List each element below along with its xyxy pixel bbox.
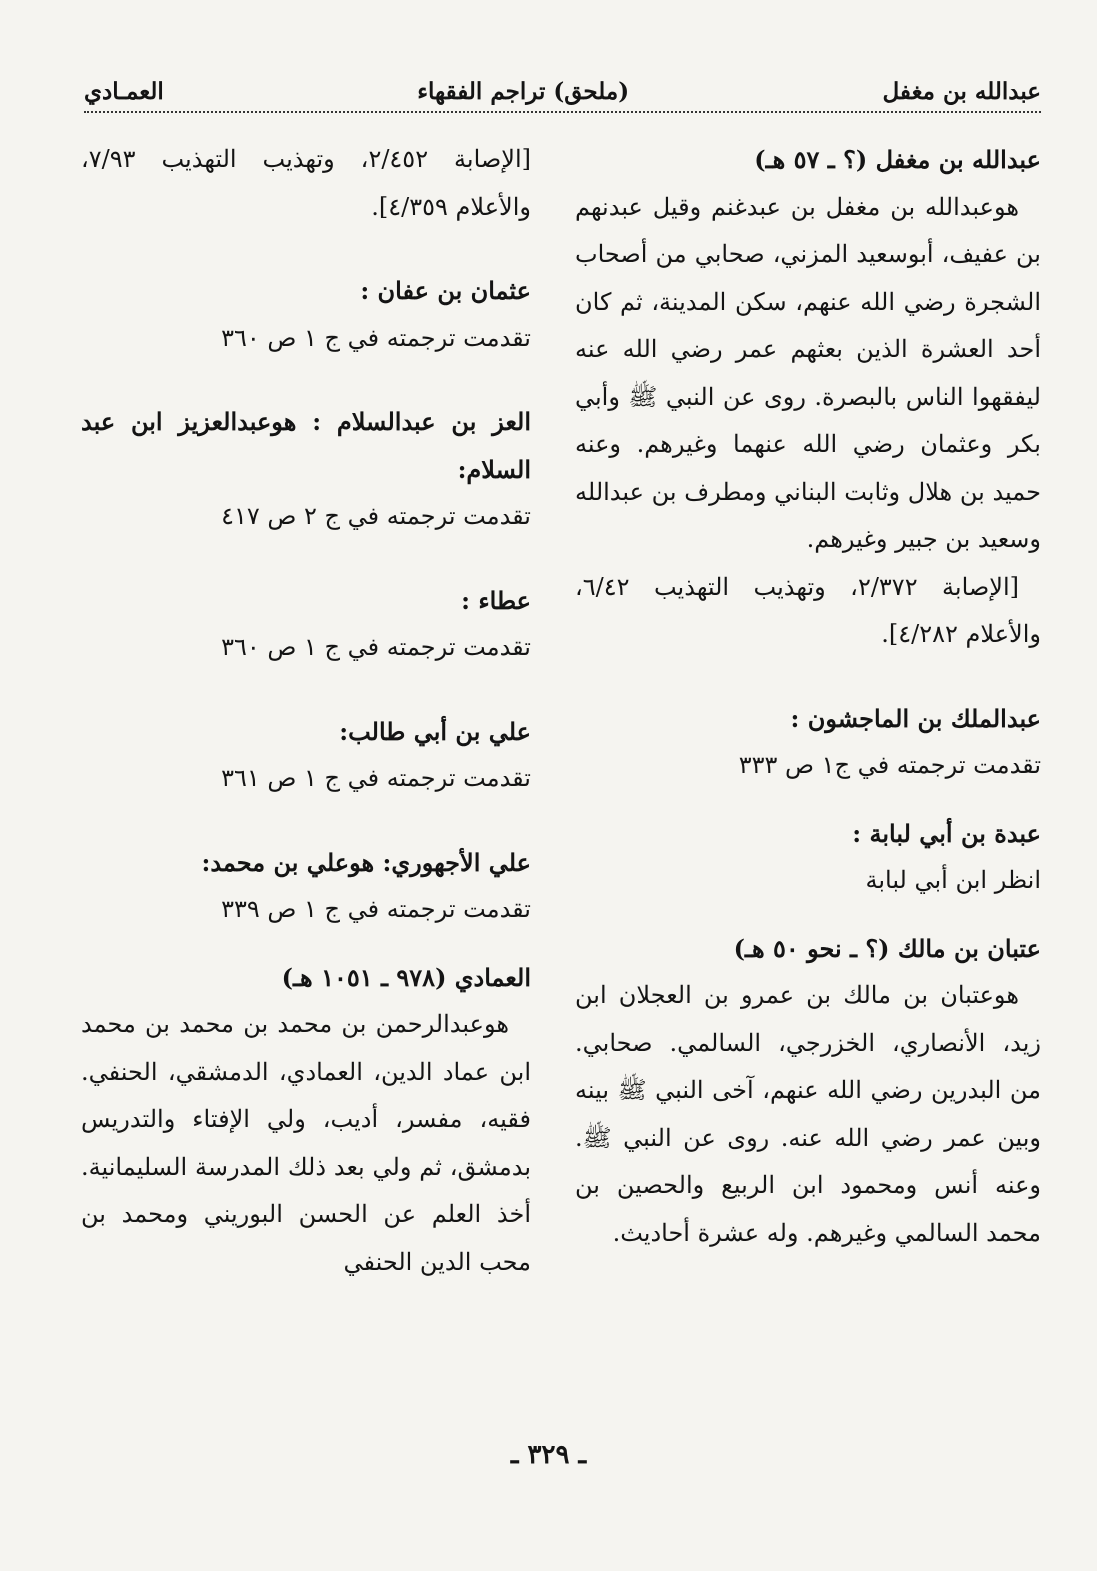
header-entry-name: عبدالله بن مغفل [882, 78, 1041, 105]
header-last-entry: العمـادي [84, 78, 164, 105]
entry-title: العز بن عبدالسلام : هوعبدالعزيز ابن عبد السلام: [81, 407, 531, 484]
entry-body: تقدمت ترجمته في ج ١ ص ٣٦٠ [221, 323, 531, 352]
entry-ata [81, 577, 531, 672]
entry-title: علي الأجهوري: هوعلي بن محمد: [201, 847, 531, 877]
entry-body: تقدمت ترجمته في ج ١ ص ٣٦١ [221, 764, 531, 792]
entry-title: عتبان بن مالك (؟ ـ نحو ٥٠ هـ) [733, 933, 1041, 963]
header-book-title: (ملحق) تراجم الفقهاء [417, 78, 630, 105]
entry-al-imadi [81, 954, 531, 1287]
page-number: ـ ٣٢٩ ـ [510, 1440, 587, 1470]
entry-title: عبدالله بن مغفل (؟ ـ ٥٧ هـ) [754, 145, 1041, 174]
entry-body: هوعتبان بن مالك بن عمرو بن العجلان ابن زيد، الأنصاري، الخزرجي، السالمي. صحابي. من البدرين رضي الله عنهم، آخى النبي ﷺ بينه وبين عمر رضي الله عنه. روى عن النبي ﷺ. وعنه أنس ومحمود ابن الربيع والحصين بن محمد السالمي وغيرهم. وله عشرة أحاديث. [575, 981, 1041, 1247]
entry-title: عبدالملك بن الماجشون : [790, 703, 1041, 733]
left-column [81, 136, 531, 1286]
entry-uthman-ibn-affan [81, 267, 531, 362]
entry-body: تقدمت ترجمته في ج١ ص ٣٣٣ [738, 751, 1041, 779]
entry-itban-ibn-malik [575, 925, 1041, 1258]
entry-title: علي بن أبي طالب: [339, 716, 531, 746]
entry-title: عطاء : [461, 585, 531, 615]
entry-abda-ibn-abi-lubaba [575, 810, 1041, 905]
entry-body: تقدمت ترجمته في ج ١ ص ٣٦٠ [221, 633, 531, 661]
entry-ali-ibn-abi-talib [81, 708, 531, 803]
entry-body: تقدمت ترجمته في ج ١ ص ٣٣٩ [221, 895, 531, 923]
entry-title: عبدة بن أبي لبابة : [852, 818, 1041, 848]
entry-references: [الإصابة ٢/٣٧٢، وتهذيب التهذيب ٦/٤٢، والأعلام ٤/٢٨٢]. [575, 572, 1041, 648]
entry-ali-al-ajhuri [81, 839, 531, 934]
entry-body: هوعبدالله بن مغفل بن عبدغنم وقيل عبدنهم بن عفيف، أبوسعيد المزني، صحابي من أصحاب الشجرة رضي الله عنهم، سكن المدينة، ثم كان أحد العشرة الذين بعثهم عمر رضي الله عنه ليفقهوا الناس بالبصرة. روى عن النبي ﷺ وأبي بكر وعثمان رضي الله عنهما وغيرهم. وعنه حميد بن هلال وثابت البناني ومطرف بن عبدالله وسعيد بن جبير وغيرهم. [575, 192, 1042, 553]
entry-title: العمادي (٩٧٨ ـ ١٠٥١ هـ) [281, 962, 531, 992]
entry-title: عثمان بن عفان : [360, 276, 531, 305]
entry-body: هوعبدالرحمن بن محمد بن محمد بن محمد ابن عماد الدين، العمادي، الدمشقي، الحنفي. فقيه، مفسر، أديب، ولي الإفتاء والتدريس بدمشق، ثم ولي بعد ذلك المدرسة السليمانية. أخذ العلم عن الحسن البوريني ومحمد بن محب الدين الحنفي [81, 1010, 531, 1276]
entry-izz-ibn-abdulsalam [81, 398, 531, 541]
entry-body: تقدمت ترجمته في ج ٢ ص ٤١٧ [221, 502, 531, 530]
entry-body: انظر ابن أبي لبابة [865, 866, 1041, 894]
right-column [575, 136, 1041, 1257]
entry-abdullah-ibn-mughaffal [575, 136, 1041, 659]
running-header [84, 78, 1041, 113]
entry-continued-references [81, 136, 531, 231]
entry-abdulmalik-majishun [575, 695, 1041, 790]
entry-references: [الإصابة ٢/٤٥٢، وتهذيب التهذيب ٧/٩٣، والأعلام ٤/٣٥٩]. [81, 145, 532, 221]
